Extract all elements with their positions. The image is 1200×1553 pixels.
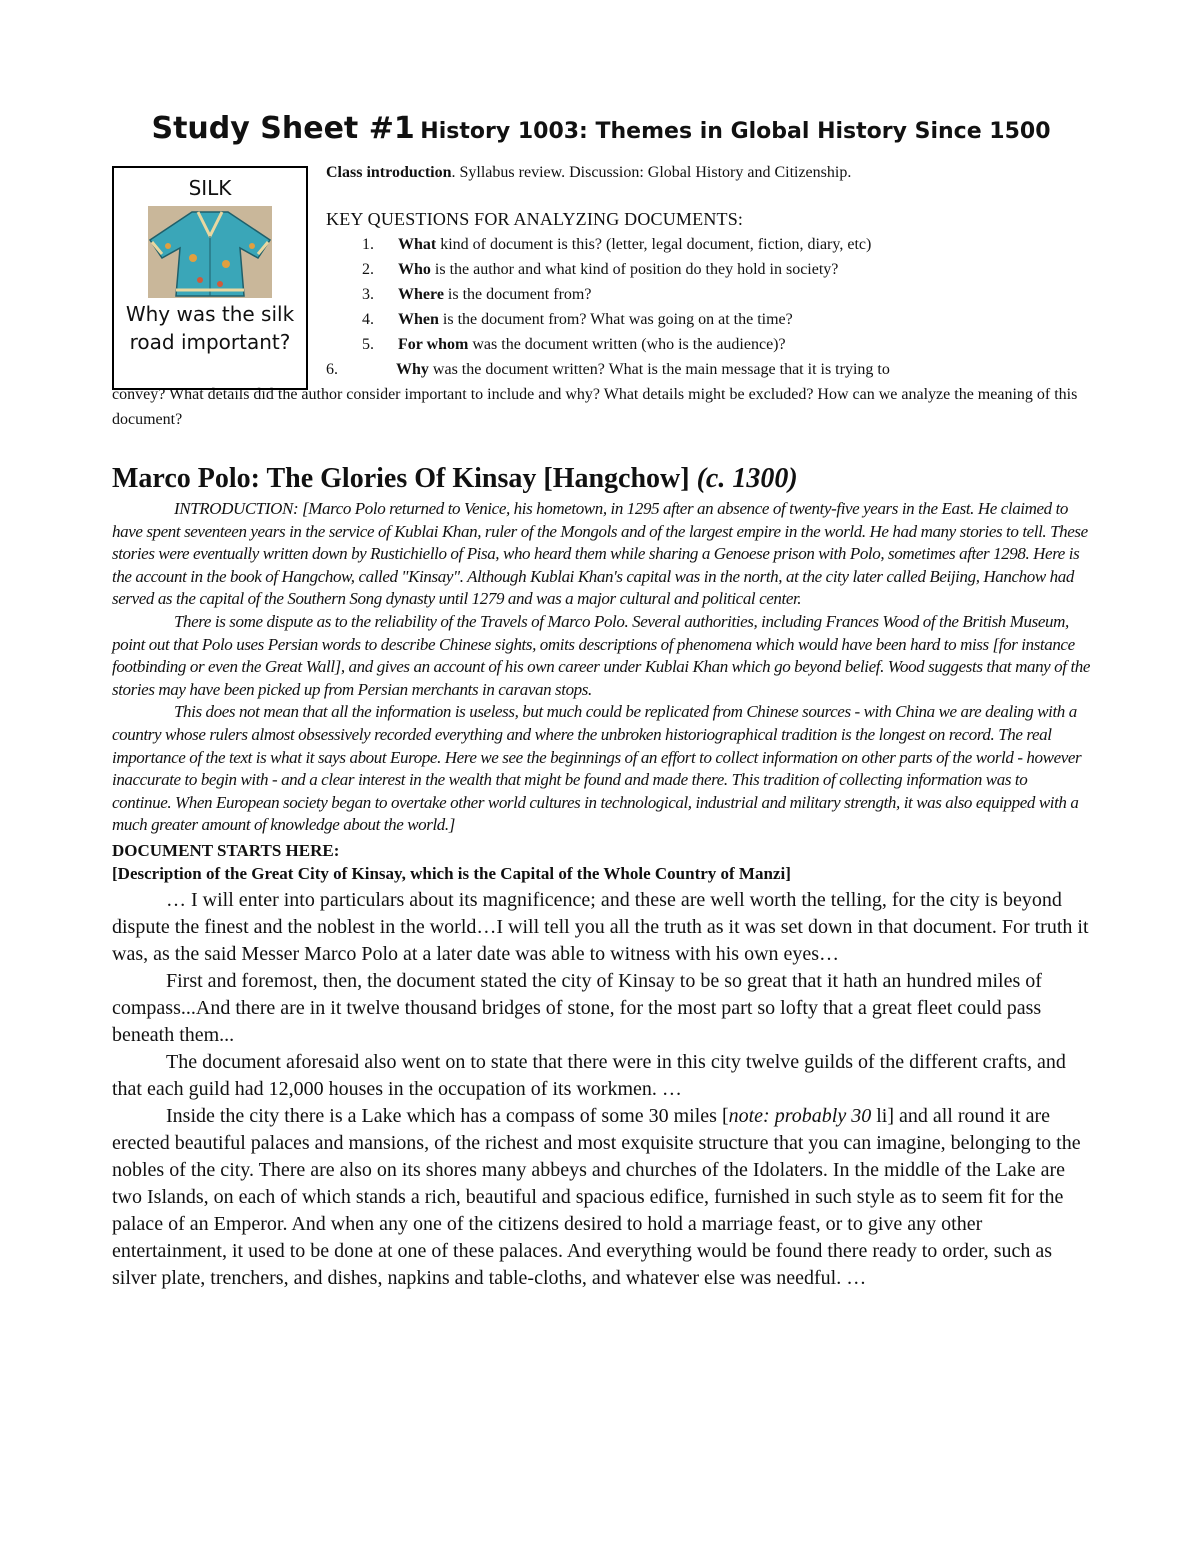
question-item (326, 282, 1090, 307)
question-item (326, 257, 1090, 282)
question-item (326, 307, 1090, 332)
document-starts-label: DOCUMENT STARTS HERE: (112, 840, 340, 860)
question-keyword: Why (396, 361, 429, 378)
question-number: 3. (362, 286, 374, 303)
lake-note: note: probably 30 (728, 1104, 872, 1127)
lake-text-after: li] and all round it are erected beautiful palaces and mansions, of the richest and most exquisite structure that you can imagine, belonging to the nobles of the city. There are also on its shores many abbeys and churches of the Idolaters. In the middle of the Lake are two Islands, on each of which stands a rich, beautiful and spacious edifice, furnished in such style as to seem fit for the palace of an Emperor. And when any one of the citizens desired to hold a marriage feast, or to give any other entertainment, it used to be done at one of these palaces. And everything would be found there ready to order, such as silver plate, trenchers, and dishes, napkins and table-cloths, and whatever else was needful. … (112, 1104, 1081, 1289)
document-body (112, 887, 1090, 1292)
lake-text-before: Inside the city there is a Lake which has a compass of some 30 miles [ (166, 1104, 729, 1127)
question-number: 6. (326, 361, 338, 378)
question-keyword: Where (398, 286, 444, 303)
question-text: is the document from? (443, 286, 592, 303)
question-keyword: When (398, 311, 439, 328)
body-paragraph: First and foremost, then, the document stated the city of Kinsay to be so great that it hath an hundred miles of compass...And there are in it twelve thousand bridges of stone, for the most part so lofty that a great fleet could pass beneath them... (112, 969, 1042, 1046)
question-keyword: Who (398, 261, 431, 278)
document-introduction (112, 498, 1090, 837)
question-text: was the document written? What is the main message that it is trying to (428, 361, 890, 378)
body-paragraph: … I will enter into particulars about its magnificence; and these are well worth the telling, for the city is beyond dispute the finest and the noblest in the world…I will tell you all the truth as it was set down in that document. For truth it was, as the said Messer Marco Polo at a later date was able to witness with his own eyes… (112, 888, 1089, 965)
class-intro-text: . Syllabus review. Discussion: Global History and Citizenship. (451, 164, 852, 181)
intro-paragraph: This does not mean that all the information is useless, but much could be replicated from Chinese sources - with China we are dealing with a country whose rulers almost obsessively recorded everything and where the unbroken historiographical tradition is the longest on record. The real importance of the text is what it says about Europe. Here we see the beginnings of an effort to collect information on other parts of the world - however inaccurate to begin with - and a clear interest in the wealth that might be found and made there. This tradition of collecting information was to continue. When European society began to overtake other world cultures in technological, industrial and military strength, it was also equipped with a much greater amount of knowledge about the world.] (112, 702, 1082, 835)
question-number: 2. (362, 261, 374, 278)
silk-label: SILK (188, 176, 232, 200)
class-intro-line (326, 160, 1090, 185)
document-title (112, 462, 1090, 496)
question-6-continuation: convey? What details did the author consider important to include and why? What details might be excluded? How can we analyze the meaning of this document? (112, 386, 1078, 428)
intro-paragraph: INTRODUCTION: [Marco Polo returned to Venice, his hometown, in 1295 after an absence of twenty-five years in the East. He claimed to have spent seventeen years in the service of Kublai Khan, ruler of the Mongols and of the largest empire in the world. He had many stories to tell. These stories were eventually written down by Rustichiello of Pisa, who heard them while sharing a Genoese prison with Polo, sometimes after 1298. Here is the account in the book of Hangchow, called "Kinsay". Although Kublai Khan's capital was in the north, at the city later called Beijing, Hanchow had served as the capital of the Southern Song dynasty until 1279 and was a major cultural and political center. (112, 499, 1088, 609)
key-questions-list (326, 232, 1090, 357)
key-questions-heading: KEY QUESTIONS FOR ANALYZING DOCUMENTS: (326, 209, 744, 229)
question-6-first-line (326, 357, 1090, 382)
body-paragraph-lake (112, 1103, 1090, 1292)
silk-robe-image (148, 206, 272, 298)
silk-callout-box (112, 166, 308, 390)
body-paragraph: The document aforesaid also went on to state that there were in this city twelve guilds of the different crafts, and that each guild had 12,000 houses in the occupation of its workmen. … (112, 1050, 1066, 1100)
title-main: Study Sheet #1 (151, 111, 415, 146)
intro-text-block (326, 160, 1090, 357)
silk-question: Why was the silk road important? (125, 302, 295, 354)
question-item (326, 232, 1090, 257)
document-title-date: (c. 1300) (696, 463, 798, 494)
document-title-text: Marco Polo: The Glories Of Kinsay [Hangchow] (112, 463, 697, 494)
class-intro-lead: Class introduction (326, 164, 452, 181)
document-description-heading: [Description of the Great City of Kinsay, which is the Capital of the Whole Country of Manzi] (112, 863, 791, 883)
page-title (112, 112, 1090, 150)
question-text: was the document written (who is the audience)? (468, 336, 786, 353)
question-number: 4. (362, 311, 374, 328)
question-number: 1. (362, 236, 374, 253)
question-text: is the author and what kind of position do they hold in society? (430, 261, 839, 278)
question-keyword: For whom (398, 336, 469, 353)
document-page (112, 112, 1090, 1292)
intro-paragraph: There is some dispute as to the reliability of the Travels of Marco Polo. Several authorities, including Frances Wood of the British Museum, point out that Polo uses Persian words to describe Chinese sights, omits descriptions of phenomena which would have been hard to miss [for instance footbinding or even the Great Wall], and gives an account of his own career under Kublai Khan which go beyond belief. Wood suggests that many of the stories may have been picked up from Persian merchants in caravan stops. (112, 611, 1091, 699)
question-number: 5. (362, 336, 374, 353)
question-keyword: What (398, 236, 437, 253)
intro-section (112, 160, 1090, 432)
question-text: kind of document is this? (letter, legal document, fiction, diary, etc) (436, 236, 872, 253)
title-sub: History 1003: Themes in Global History Since 1500 (420, 119, 1051, 144)
question-item (326, 332, 1090, 357)
question-text: is the document from? What was going on at the time? (438, 311, 793, 328)
